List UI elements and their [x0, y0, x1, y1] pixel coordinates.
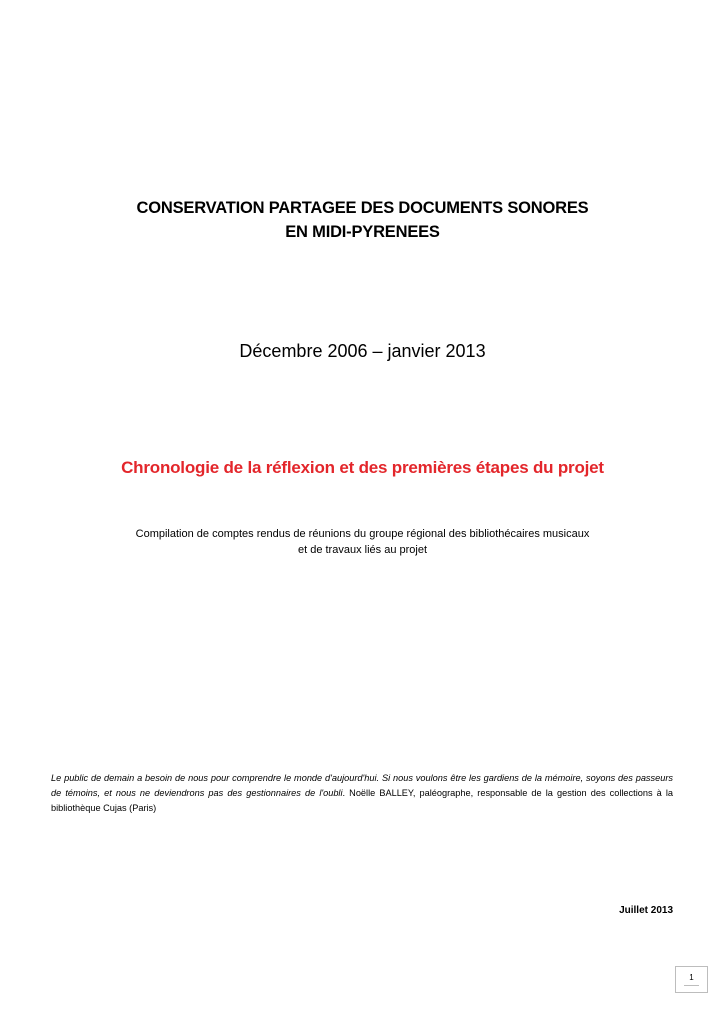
title-line-1: CONSERVATION PARTAGEE DES DOCUMENTS SONORES: [136, 199, 589, 217]
epigraph-quote: [51, 771, 673, 816]
compilation-note: [0, 526, 725, 558]
quote-attribution: . Noëlle BALLEY, paléographe, responsable de la gestion des collections à la bibliothèque Cujas (Paris): [51, 788, 674, 813]
document-subtitle: Chronologie de la réflexion et des premières étapes du projet: [121, 458, 604, 477]
page-box-rule: [684, 985, 699, 986]
document-title: [0, 196, 725, 244]
title-line-2: EN MIDI-PYRENEES: [285, 223, 440, 241]
page-number-box: [675, 966, 708, 993]
date-range: Décembre 2006 – janvier 2013: [239, 341, 486, 361]
compilation-line-2: et de travaux liés au projet: [297, 544, 428, 556]
compilation-line-1: Compilation de comptes rendus de réunions du groupe régional des bibliothécaires musicaux: [135, 528, 590, 540]
page-number: 1: [689, 973, 694, 982]
publication-date: Juillet 2013: [619, 905, 673, 916]
quote-text: Le public de demain a besoin de nous pour comprendre le monde d'aujourd'hui. Si nous voulons être les gardiens de la mémoire, soyons des passeurs de témoins, et nous ne deviendrons pas des gestionnaires de l'oubli: [51, 773, 673, 798]
